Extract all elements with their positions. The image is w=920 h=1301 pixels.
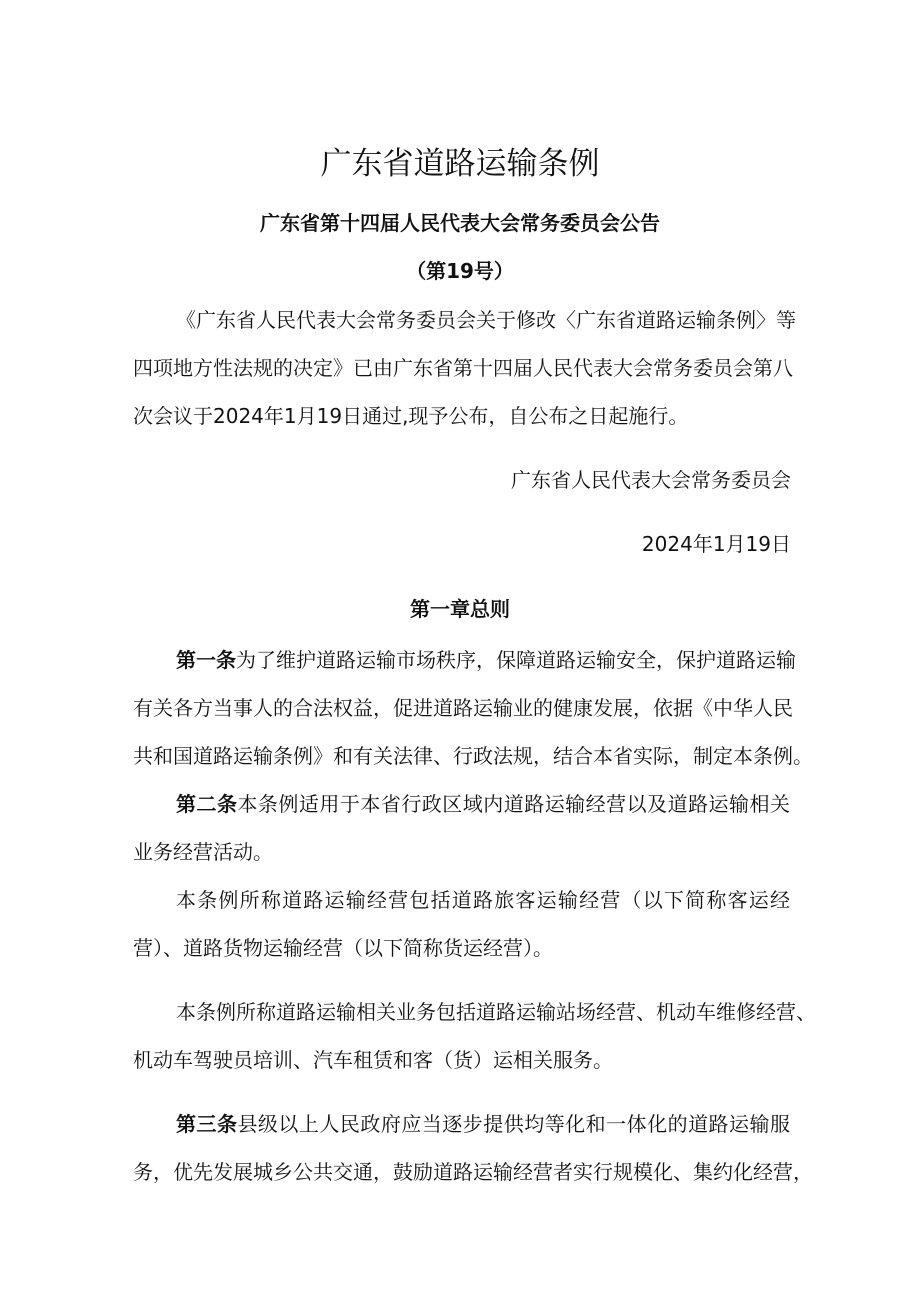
article-1-line-1 bbox=[176, 646, 796, 674]
article-2-text-1: 本条例适用于本省行政区域内道路运输经营以及道路运输相关 bbox=[237, 792, 791, 816]
article-1-text-1: 为了维护道路运输市场秩序，保障道路运输安全，保护道路运输 bbox=[236, 648, 796, 672]
signatory: 广东省人民代表大会常务委员会 bbox=[511, 468, 791, 492]
announcement-heading: 广东省第十四届人民代表大会常务委员会公告 bbox=[260, 211, 660, 235]
announcement-line-1: 《广东省人民代表大会常务委员会关于修改〈广东省道路运输条例〉等 bbox=[176, 308, 796, 332]
article-2-para-2-line-1: 本条例所称道路运输经营包括道路旅客运输经营（以下简称客运经 bbox=[176, 888, 790, 912]
article-2-para-3-line-1: 本条例所称道路运输相关业务包括道路运输站场经营、机动车维修经营、 bbox=[176, 1000, 816, 1024]
announcement-line-3: 次会议于2024年1月19日通过,现予公布，自公布之日起施行。 bbox=[133, 404, 689, 428]
document-title: 广东省道路运输条例 bbox=[320, 146, 600, 182]
article-3-text-1: 县级以上人民政府应当逐步提供均等化和一体化的道路运输服 bbox=[237, 1112, 791, 1136]
announcement-date: 2024年1月19日 bbox=[641, 532, 791, 556]
article-2-line-1 bbox=[176, 790, 790, 818]
announcement-line-2: 四项地方性法规的决定》已由广东省第十四届人民代表大会常务委员会第八 bbox=[133, 356, 793, 380]
article-1-label: 第一条 bbox=[176, 648, 236, 672]
article-2-para-2-line-2: 营）、道路货物运输经营（以下简称货运经营）。 bbox=[133, 936, 553, 960]
article-2-label: 第二条 bbox=[176, 792, 238, 816]
article-3-line-1 bbox=[176, 1110, 790, 1138]
article-1-line-2: 有关各方当事人的合法权益，促进道路运输业的健康发展，依据《中华人民 bbox=[133, 696, 793, 720]
article-3-label: 第三条 bbox=[176, 1112, 238, 1136]
chapter-title: 第一章总则 bbox=[410, 597, 510, 621]
article-3-line-2: 务，优先发展城乡公共交通，鼓励道路运输经营者实行规模化、集约化经营， bbox=[133, 1160, 813, 1184]
announcement-number: （第19号） bbox=[406, 259, 514, 283]
article-1-line-3: 共和国道路运输条例》和有关法律、行政法规，结合本省实际，制定本条例。 bbox=[133, 744, 813, 768]
article-2-line-2: 业务经营活动。 bbox=[133, 840, 273, 864]
article-2-para-3-line-2: 机动车驾驶员培训、汽车租赁和客（货）运相关服务。 bbox=[133, 1048, 613, 1072]
